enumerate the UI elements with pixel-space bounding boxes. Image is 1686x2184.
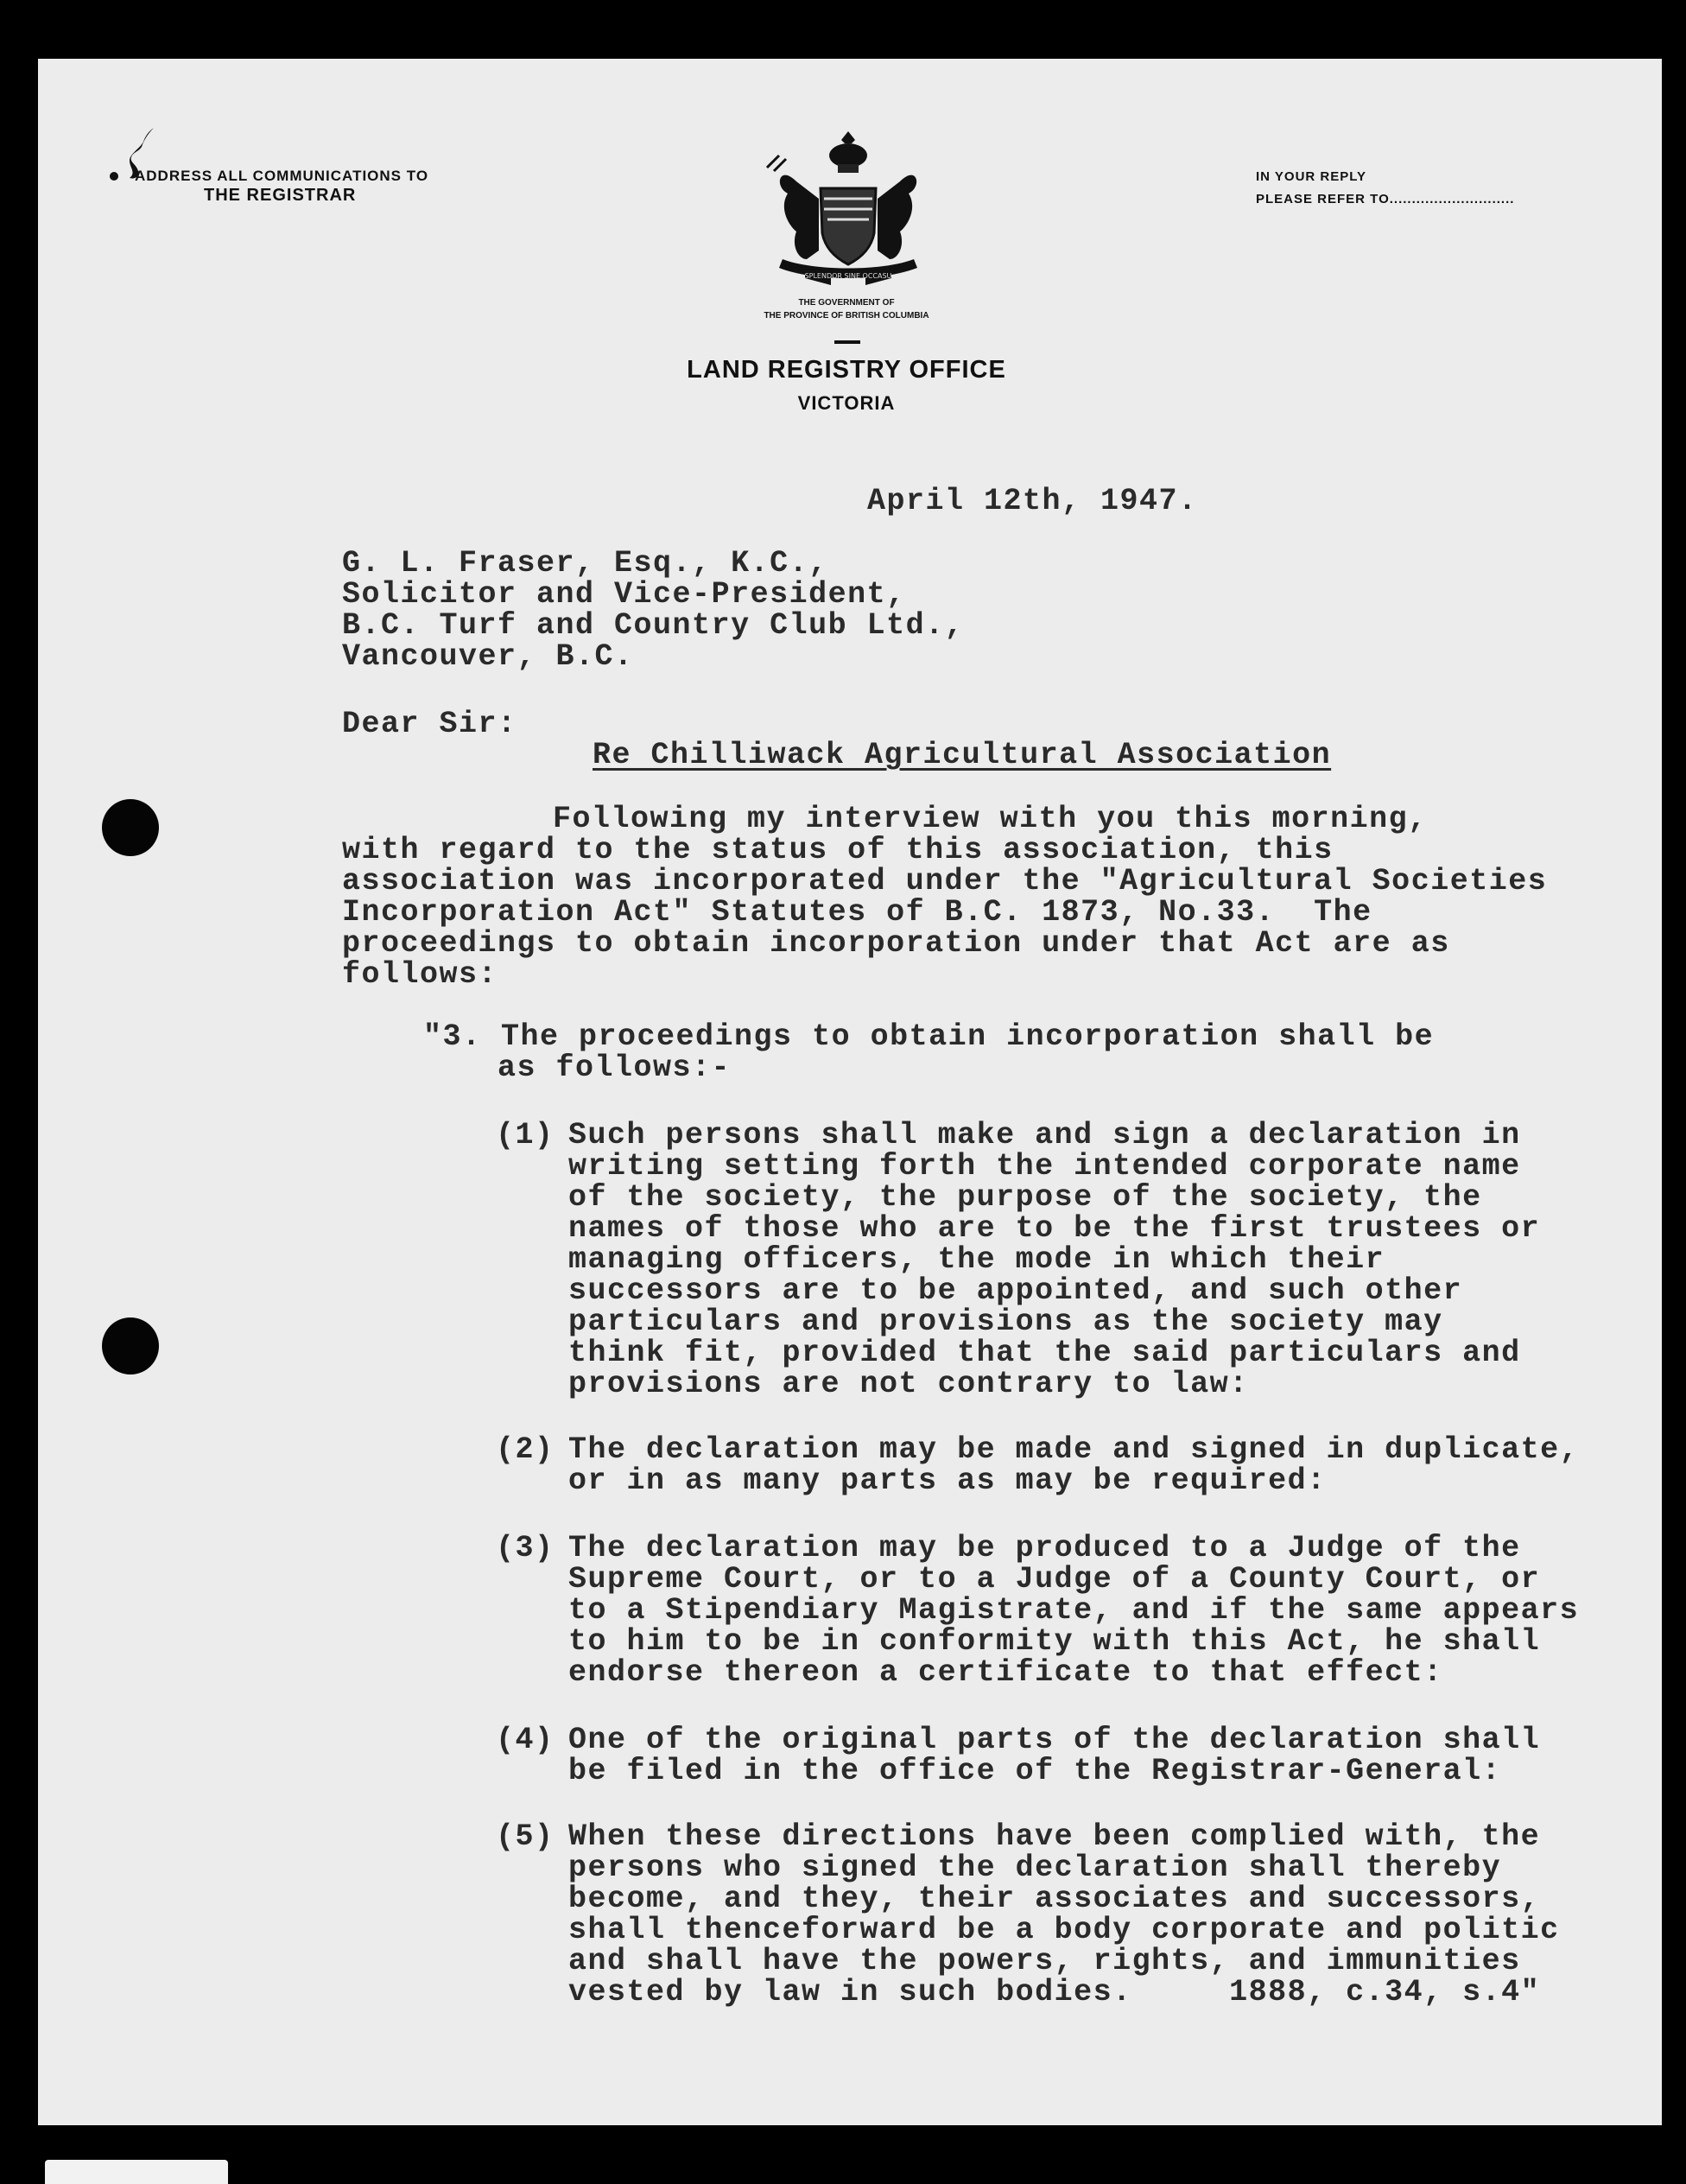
clause-line: or in as many parts as may be required:: [568, 1463, 1327, 1498]
scan-edge-tab: [45, 2160, 228, 2184]
clause-line: provisions are not contrary to law:: [568, 1367, 1249, 1401]
letterhead-divider: [834, 340, 860, 344]
clause-line: One of the original parts of the declaration shall: [568, 1723, 1541, 1757]
office-name: LAND REGISTRY OFFICE: [687, 356, 1006, 384]
intro-line: association was incorporated under the "Agricultural Societies: [342, 864, 1548, 898]
intro-line: with regard to the status of this association, this: [342, 833, 1334, 867]
intro-line: proceedings to obtain incorporation under that Act are as: [342, 926, 1450, 961]
clause-line: The declaration may be produced to a Judge of the: [568, 1531, 1521, 1565]
clause-line: to him to be in conformity with this Act, he shall: [568, 1624, 1541, 1659]
government-line-1: THE GOVERNMENT OF: [798, 298, 895, 308]
bc-coat-of-arms-icon: [745, 130, 952, 294]
clause-line: particulars and provisions as the society may: [568, 1305, 1443, 1339]
intro-line: Following my interview with you this morning,: [553, 802, 1428, 836]
clause-line: When these directions have been complied with, the: [568, 1819, 1541, 1854]
address-line-1: ADDRESS ALL COMMUNICATIONS TO: [135, 168, 429, 184]
recipient-line: Solicitor and Vice-President,: [342, 577, 906, 612]
clause-number: (1): [496, 1118, 555, 1152]
clause-number: (2): [496, 1432, 555, 1467]
clause-line: writing setting forth the intended corporate name: [568, 1149, 1521, 1184]
clause-line: names of those who are to be the first trustees or: [568, 1211, 1541, 1246]
clause-line: persons who signed the declaration shall thereby: [568, 1851, 1502, 1885]
clause-line: shall thenceforward be a body corporate and politic: [568, 1913, 1560, 1947]
office-city: VICTORIA: [797, 392, 896, 414]
clause-line: endorse thereon a certificate to that effect:: [568, 1655, 1443, 1690]
clause-line: Supreme Court, or to a Judge of a County Court, or: [568, 1562, 1541, 1597]
intro-line: follows:: [342, 957, 498, 992]
clause-line: of the society, the purpose of the society, the: [568, 1180, 1482, 1215]
clause-line: vested by law in such bodies. 1888, c.34, s.4": [568, 1975, 1541, 2009]
crest-motto: SPLENDOR SINE OCCASU: [804, 272, 892, 280]
clause-line: to a Stipendiary Magistrate, and if the same appears: [568, 1593, 1580, 1628]
letter-date: April 12th, 1947.: [867, 484, 1198, 518]
recipient-line: G. L. Fraser, Esq., K.C.,: [342, 546, 828, 581]
reply-line-1: IN YOUR REPLY: [1256, 169, 1367, 184]
clause-line: successors are to be appointed, and such other: [568, 1273, 1463, 1308]
clause-number: (4): [496, 1723, 555, 1757]
clause-line: and shall have the powers, rights, and immunities: [568, 1944, 1521, 1978]
clause-number: (5): [496, 1819, 555, 1854]
section-heading-line: "3. The proceedings to obtain incorporation shall be: [423, 1019, 1435, 1054]
subject-line: Re Chilliwack Agricultural Association: [593, 738, 1332, 772]
intro-line: Incorporation Act" Statutes of B.C. 1873, No.33. The: [342, 895, 1372, 930]
recipient-line: Vancouver, B.C.: [342, 639, 634, 674]
salutation: Dear Sir:: [342, 707, 517, 741]
address-line-2: THE REGISTRAR: [204, 186, 357, 205]
reply-line-2: PLEASE REFER TO............................: [1256, 192, 1515, 206]
clause-number: (3): [496, 1531, 555, 1565]
clause-line: The declaration may be made and signed in duplicate,: [568, 1432, 1580, 1467]
clause-line: Such persons shall make and sign a declaration in: [568, 1118, 1521, 1152]
section-heading-line: as follows:-: [498, 1051, 732, 1085]
government-line-2: THE PROVINCE OF BRITISH COLUMBIA: [764, 311, 929, 321]
punch-hole-bottom: [102, 1317, 159, 1375]
punch-hole-top: [102, 799, 159, 856]
clause-line: managing officers, the mode in which their: [568, 1242, 1385, 1277]
recipient-line: B.C. Turf and Country Club Ltd.,: [342, 608, 965, 643]
clause-line: become, and they, their associates and successors,: [568, 1882, 1541, 1916]
clause-line: be filed in the office of the Registrar-General:: [568, 1754, 1502, 1788]
clause-line: think fit, provided that the said particulars and: [568, 1336, 1521, 1370]
